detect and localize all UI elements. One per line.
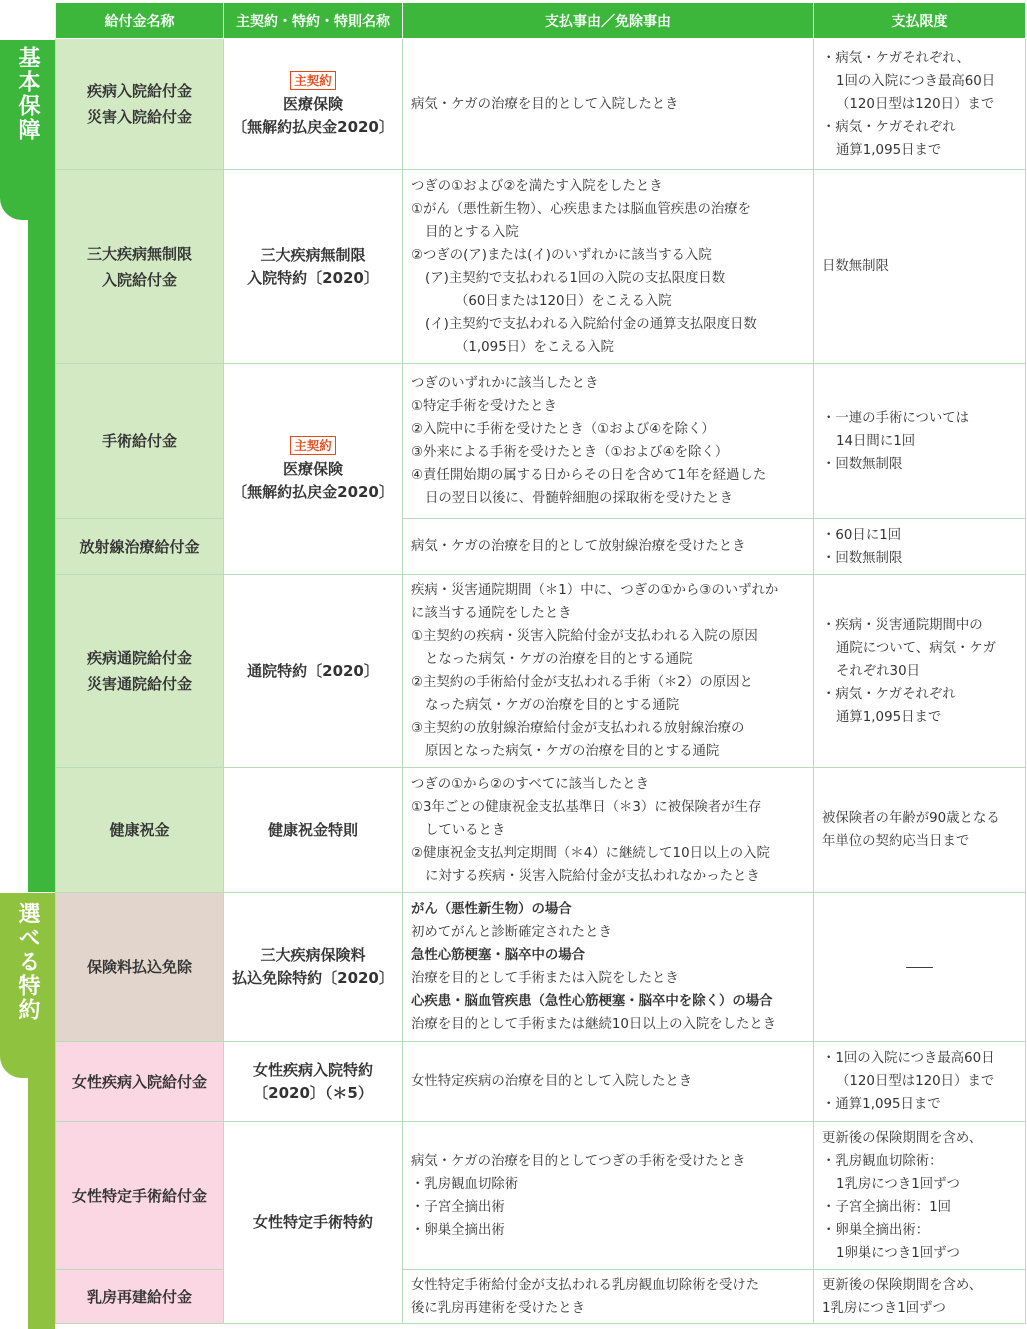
benefit-name: 女性疾病入院給付金: [56, 1042, 224, 1122]
table-row: [56, 1122, 1026, 1270]
benefit-name: 放射線治療給付金: [56, 519, 224, 575]
benefit-name: 女性特定手術給付金: [56, 1122, 224, 1270]
payment-reason: つぎの①から②のすべてに該当したとき ①3年ごとの健康祝金支払基準日（＊3）に被保険者が生存 しているとき ②健康祝金支払判定期間（＊4）に継続して10日以上の入院 に対する疾病・災害入院給付金が支払われなかったとき: [403, 768, 814, 893]
payment-limit: ――: [814, 893, 1026, 1042]
payment-limit: ・60日に1回 ・回数無制限: [814, 519, 1026, 575]
contract-name: 女性特定手術特約: [224, 1122, 403, 1324]
table-row: [56, 1270, 1026, 1324]
main-contract-badge: 主契約: [290, 71, 336, 90]
benefit-name: 疾病通院給付金 災害通院給付金: [56, 575, 224, 768]
benefit-name: 乳房再建給付金: [56, 1270, 224, 1324]
payment-limit: 更新後の保険期間を含め、 ・乳房観血切除術： 1乳房につき1回ずつ ・子宮全摘出術：1回 ・卵巣全摘出術： 1卵巣につき1回ずつ: [814, 1122, 1026, 1270]
basic-coverage-label: 基本保障: [15, 46, 40, 142]
table-row: [56, 364, 1026, 519]
benefit-name: 健康祝金: [56, 768, 224, 893]
payment-reason: がん（悪性新生物）の場合 初めてがんと診断確定されたとき 急性心筋梗塞・脳卒中の場合 治療を目的として手術または入院をしたとき 心疾患・脳血管疾患（急性心筋梗塞・脳卒中を除く）の場合 治療を目的として手術または継続10日以上の入院をしたとき: [403, 893, 814, 1042]
benefit-name: 手術給付金: [56, 364, 224, 519]
table-row: [56, 893, 1026, 1042]
payment-limit: ・一連の手術については 14日間に1回 ・回数無制限: [814, 364, 1026, 519]
payment-limit: ・1回の入院につき最高60日 （120日型は120日）まで ・通算1,095日まで: [814, 1042, 1026, 1122]
benefit-table: [55, 2, 1026, 1324]
payment-reason: 病気・ケガの治療を目的として入院したとき: [403, 39, 814, 170]
payment-limit: 更新後の保険期間を含め、 1乳房につき1回ずつ: [814, 1270, 1026, 1324]
header-contract: 主契約・特約・特則名称: [224, 3, 403, 39]
benefit-name: 三大疾病無制限 入院給付金: [56, 170, 224, 364]
benefit-name: 疾病入院給付金 災害入院給付金: [56, 39, 224, 170]
contract-name: 三大疾病保険料 払込免除特約〔2020〕: [224, 893, 403, 1042]
table-row: [56, 575, 1026, 768]
payment-reason: 病気・ケガの治療を目的としてつぎの手術を受けたとき ・乳房観血切除術 ・子宮全摘出術 ・卵巣全摘出術: [403, 1122, 814, 1270]
payment-reason: つぎの①および②を満たす入院をしたとき ①がん（悪性新生物）、心疾患または脳血管疾患の治療を 目的とする入院 ②つぎの(ア)または(イ)のいずれかに該当する入院 (ア)主契約で支払われる1回の入院の支払限度日数 （60日または120日）をこえる入院 (イ)主契約で支払われる入院給付金の通算支払限度日数 （1,095日）をこえる入院: [403, 170, 814, 364]
header-limit: 支払限度: [814, 3, 1026, 39]
contract-name: 通院特約〔2020〕: [224, 575, 403, 768]
payment-reason: 疾病・災害通院期間（＊1）中に、つぎの①から③のいずれか に該当する通院をしたとき ①主契約の疾病・災害入院給付金が支払われる入院の原因 となった病気・ケガの治療を目的とする通院 ②主契約の手術給付金が支払われる手術（＊2）の原因と なった病気・ケガの治療を目的とする通院 ③主契約の放射線治療給付金が支払われる放射線治療の 原因となった病気・ケガの治療を目的とする通院: [403, 575, 814, 768]
main-contract-badge: 主契約: [290, 436, 336, 455]
payment-limit: 被保険者の年齢が90歳となる 年単位の契約応当日まで: [814, 768, 1026, 893]
payment-limit: ・疾病・災害通院期間中の 通院について、病気・ケガ それぞれ30日 ・病気・ケガそれぞれ 通算1,095日まで: [814, 575, 1026, 768]
payment-limit: ・病気・ケガそれぞれ、 1回の入院につき最高60日 （120日型は120日）まで ・病気・ケガそれぞれ 通算1,095日まで: [814, 39, 1026, 170]
contract-name: 主契約 医療保険 〔無解約払戻金2020〕: [224, 39, 403, 170]
table-header-row: [56, 3, 1026, 39]
header-reason: 支払事由／免除事由: [403, 3, 814, 39]
contract-name: 健康祝金特則: [224, 768, 403, 893]
payment-reason: 女性特定手術給付金が支払われる乳房観血切除術を受けた 後に乳房再建術を受けたとき: [403, 1270, 814, 1324]
table-row: [56, 170, 1026, 364]
table-row: [56, 1042, 1026, 1122]
payment-limit: 日数無制限: [814, 170, 1026, 364]
payment-reason: 女性特定疾病の治療を目的として入院したとき: [403, 1042, 814, 1122]
contract-name: 三大疾病無制限 入院特約〔2020〕: [224, 170, 403, 364]
benefit-name: 保険料払込免除: [56, 893, 224, 1042]
header-benefit: 給付金名称: [56, 3, 224, 39]
payment-reason: つぎのいずれかに該当したとき ①特定手術を受けたとき ②入院中に手術を受けたとき（①および④を除く） ③外来による手術を受けたとき（①および④を除く） ④責任開始期の属する日からその日を含めて1年を経過した 日の翌日以後に、骨髄幹細胞の採取術を受けたとき: [403, 364, 814, 519]
contract-name: 女性疾病入院特約 〔2020〕（＊5）: [224, 1042, 403, 1122]
table-row: [56, 768, 1026, 893]
table-row: [56, 39, 1026, 170]
payment-reason: 病気・ケガの治療を目的として放射線治療を受けたとき: [403, 519, 814, 575]
contract-name: 主契約 医療保険 〔無解約払戻金2020〕: [224, 364, 403, 575]
optional-riders-label: 選べる特約: [15, 902, 40, 1022]
table-row: [56, 519, 1026, 575]
